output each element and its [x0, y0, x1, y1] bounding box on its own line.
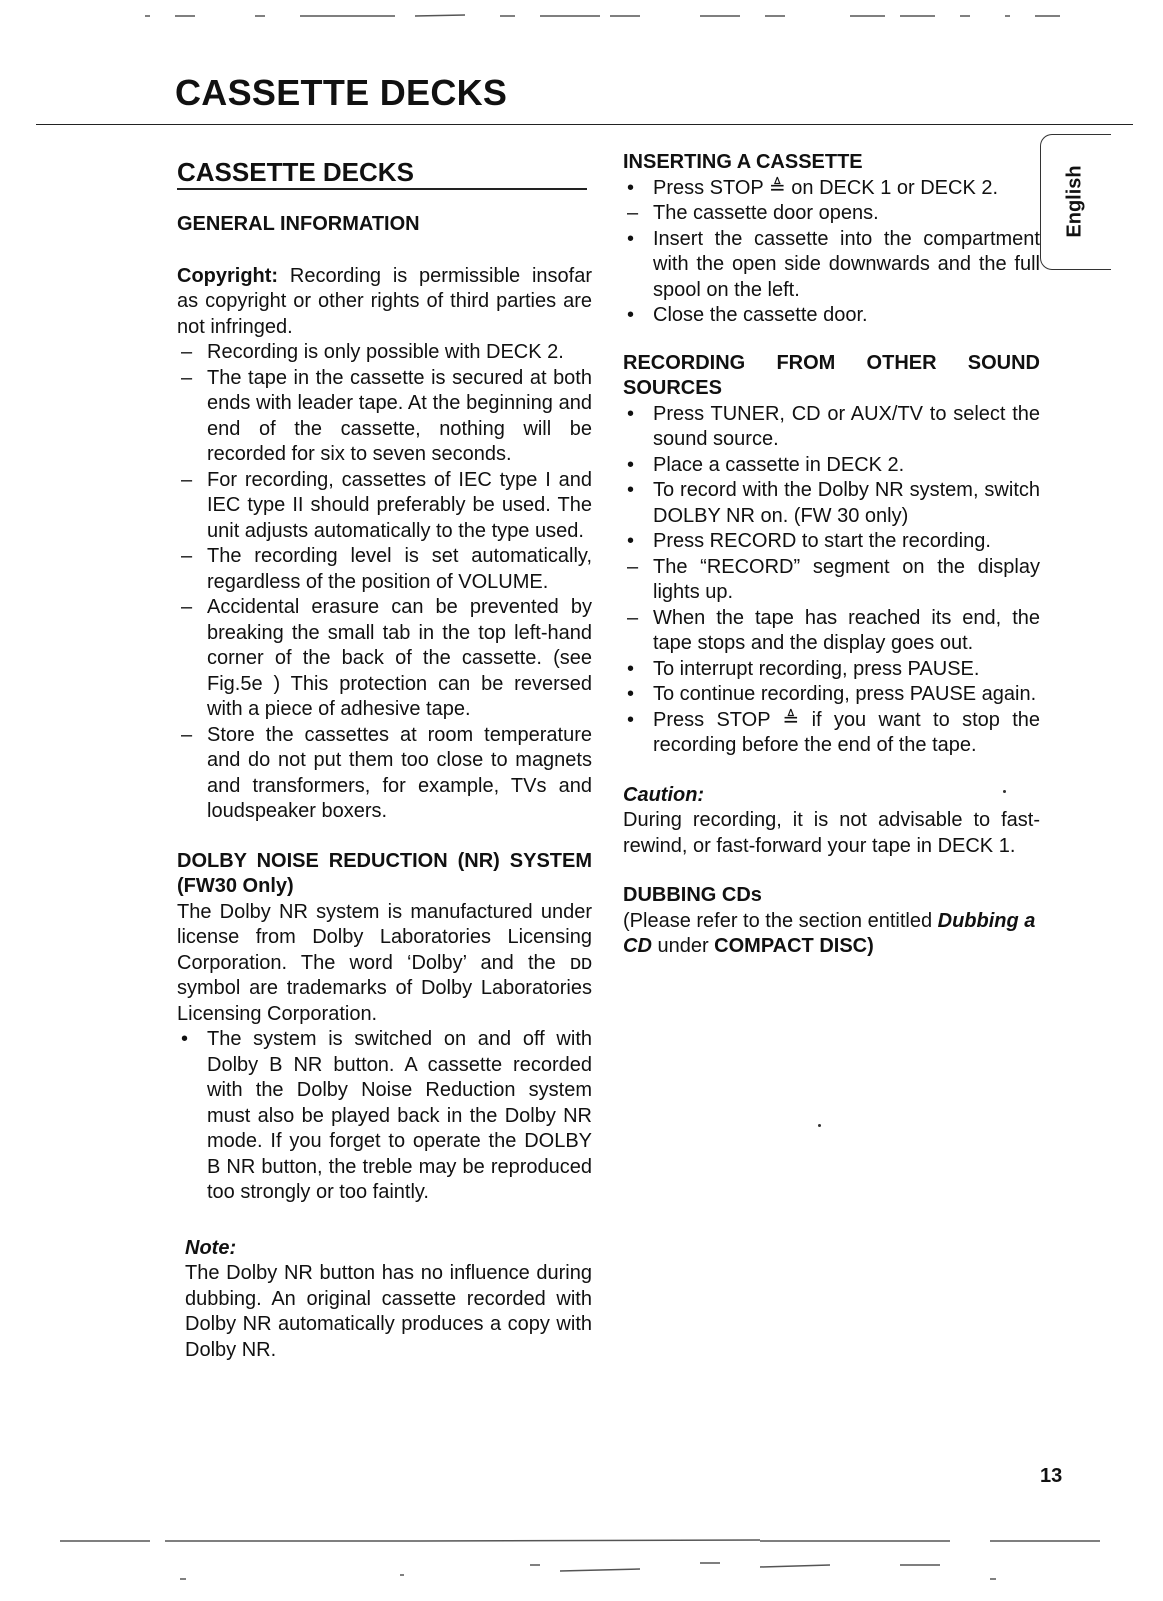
list-item: – When the tape has reached its end, the tape stops and the display goes out.: [627, 606, 1040, 654]
list-item: – Recording is only possible with DECK 2.: [181, 341, 564, 363]
general-information-list: [177, 340, 592, 825]
list-item: – The recording level is set automatically, regardless of the position of VOLUME.: [181, 545, 592, 593]
stray-mark: [1003, 790, 1006, 793]
copyright-label: Copyright:: [177, 264, 279, 287]
title-divider: [36, 124, 1133, 125]
list-item: • Press STOP ≜ on DECK 1 or DECK 2.: [627, 176, 999, 199]
note-label: Note:: [185, 1236, 237, 1259]
list-item: – The cassette door opens.: [627, 202, 879, 224]
copyright-text: Recording is permissible insofar as copyright or other rights of third parties are not infringed.: [177, 264, 592, 338]
list-item: • To interrupt recording, press PAUSE.: [627, 657, 980, 680]
dolby-paragraph: The Dolby NR system is manufactured under license from Dolby Laboratories Licensing Corporation. The word ‘Dolby’ and the ᴅᴅ symbol are trademarks of Dolby Laboratories Licensing Corporation.: [177, 900, 592, 1025]
list-item: • To record with the Dolby NR system, switch DOLBY NR on. (FW 30 only): [627, 479, 1040, 527]
list-item: • Press RECORD to start the recording.: [627, 530, 991, 552]
right-column: [623, 150, 1040, 960]
compact-disc-reference: COMPACT DISC): [714, 935, 874, 957]
list-item: • Press TUNER, CD or AUX/TV to select the sound source.: [627, 402, 1040, 450]
list-item: • Close the cassette door.: [627, 304, 868, 326]
dubbing-reference: Dubbing a CD: [623, 909, 1036, 957]
list-item: • The system is switched on and off with Dolby B NR button. A cassette recorded with the Dolby Noise Reduction system must also be played back in the Dolby NR mode. If you forget to operate the DOLBY B NR button, the treble may be reproduced too strongly or too faintly.: [181, 1028, 592, 1203]
general-information-heading: GENERAL INFORMATION: [177, 213, 420, 235]
scan-noise-bottom: [0, 1535, 1163, 1595]
dubbing-heading: DUBBING CDs: [623, 884, 762, 906]
caution-label: Caution:: [623, 783, 705, 806]
dolby-list: [177, 1027, 592, 1206]
page-number: 13: [1040, 1465, 1063, 1487]
stray-mark: [818, 1124, 821, 1127]
left-column: [177, 156, 592, 1363]
recording-list: [623, 402, 1040, 759]
copyright-paragraph: [177, 264, 592, 341]
caution-text: During recording, it is not advisable to fast-rewind, or fast-forward your tape in DECK 1.: [623, 809, 1040, 857]
dolby-heading: DOLBY NOISE REDUCTION (NR) SYSTEM (FW30 Only): [177, 849, 592, 897]
inserting-list: [623, 176, 1040, 329]
note-text: The Dolby NR button has no influence during dubbing. An original cassette recorded with Dolby NR automatically produces a copy with Dolby NR.: [185, 1262, 592, 1361]
list-item: – Store the cassettes at room temperature and do not put them too close to magnets and transformers, for example, TVs and loudspeaker boxers.: [181, 723, 592, 822]
list-item: – For recording, cassettes of IEC type I and IEC type II should preferably be used. The unit adjusts automatically to the type used.: [181, 468, 592, 542]
list-item: • Press STOP ≜ if you want to stop the recording before the end of the tape.: [627, 708, 1040, 756]
section-title: CASSETTE DECKS: [177, 156, 587, 190]
list-item: • To continue recording, press PAUSE again.: [627, 683, 1037, 705]
list-item: • Insert the cassette into the compartment with the open side downwards and the full spool on the left.: [627, 227, 1040, 301]
page-title: CASSETTE DECKS: [175, 72, 508, 113]
list-item: • Place a cassette in DECK 2.: [627, 453, 905, 476]
language-tab-label-wrap: [1040, 134, 1110, 268]
dubbing-paragraph: (Please refer to the section entitled Dubbing a CD under COMPACT DISC): [623, 909, 1036, 957]
list-item: – The “RECORD” segment on the display lights up.: [627, 555, 1040, 603]
recording-heading: RECORDING FROM OTHER SOUND SOURCES: [623, 351, 1040, 399]
list-item: – The tape in the cassette is secured at both ends with leader tape. At the beginning and end of the cassette, nothing will be recorded for six to seven seconds.: [181, 366, 592, 465]
list-item: – Accidental erasure can be prevented by breaking the small tab in the top left-hand corner of the back of the cassette. (see Fig.5e ) This protection can be reversed with a piece of adhesive tape.: [181, 596, 592, 720]
language-tab-label: English: [1063, 164, 1086, 238]
scan-noise-top: [0, 4, 1163, 24]
inserting-heading: INSERTING A CASSETTE: [623, 151, 863, 173]
